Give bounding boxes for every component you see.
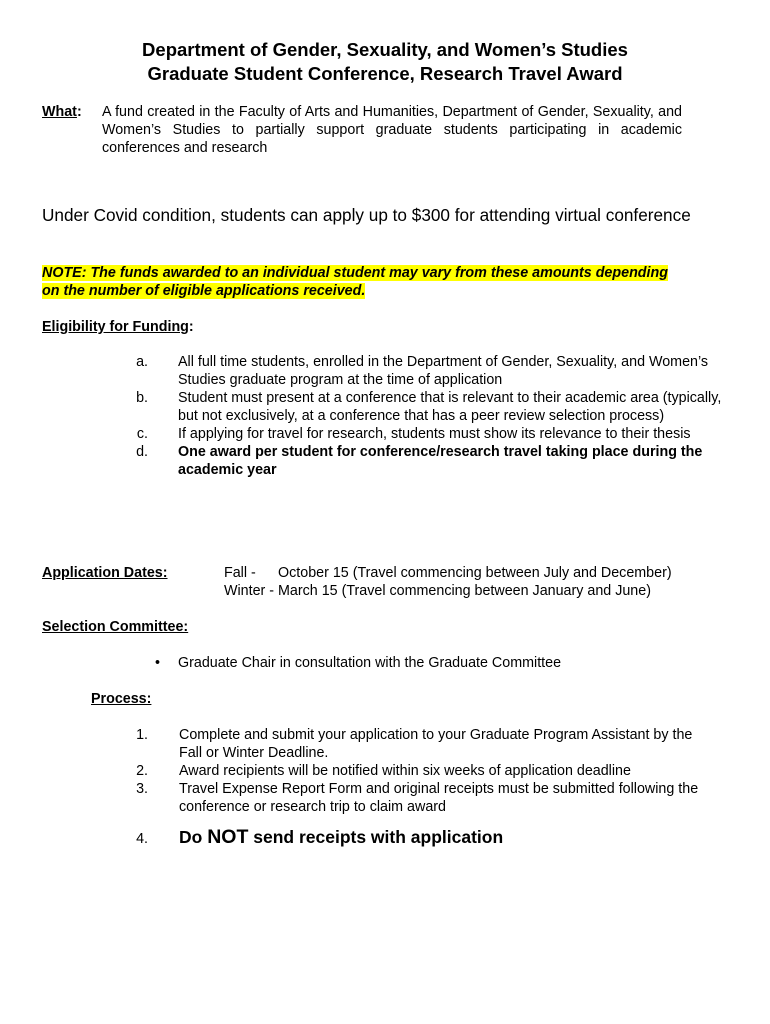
bullet-marker: • [155,655,161,671]
list-item [118,826,718,848]
list-item [118,443,728,479]
list-item-text: If applying for travel for research, students must show its relevance to their thesis [178,426,691,442]
list-item [118,425,728,443]
list-item-text: Award recipients will be notified within six weeks of application deadline [179,763,631,779]
eligibility-list [118,353,728,479]
item4-post: send receipts with application [248,827,504,847]
eligibility-heading [42,318,194,336]
list-item-text: One award per student for conference/research travel taking place during the academic year [178,444,703,478]
document-title [0,38,770,86]
list-item [118,353,728,389]
list-marker: b. [136,390,148,406]
eligibility-heading-text: Eligibility for Funding [42,319,189,335]
list-item-text: All full time students, enrolled in the Department of Gender, Sexuality, and Women’s Studies graduate program at the time of application [178,354,709,388]
selection-committee-text: Graduate Chair in consultation with the Graduate Committee [178,655,562,671]
note-line-1: NOTE: The funds awarded to an individual student may vary from these amounts depending [42,265,668,281]
eligibility-heading-colon: : [188,319,194,335]
list-marker: c. [136,426,148,442]
what-label-colon: : [76,104,82,120]
list-item-text: Travel Expense Report Form and original receipts must be submitted following the conference or research trip to claim award [179,781,699,815]
what-label-text: What [42,104,77,120]
selection-committee-heading: Selection Committee: [42,619,189,635]
list-item [118,762,718,780]
title-line-2: Graduate Student Conference, Research Travel Award [147,63,623,84]
process-heading: Process: [91,691,152,707]
list-item [118,726,718,762]
list-item [118,780,718,816]
list-marker: 1. [136,727,148,743]
list-item-text [179,826,699,848]
title-line-1: Department of Gender, Sexuality, and Women’s Studies [142,39,628,60]
what-description: A fund created in the Faculty of Arts and Humanities, Department of Gender, Sexuality, and Women’s Studies to partially support graduate students participating in academic conferences and research [102,104,682,156]
covid-condition-text: Under Covid condition, students can apply up to $300 for attending virtual conference [42,205,691,225]
list-marker: d. [136,444,148,460]
list-item [118,389,728,425]
list-marker: 4. [136,831,148,847]
list-marker: 3. [136,781,148,797]
selection-committee-item [155,654,561,672]
list-marker: 2. [136,763,148,779]
item4-pre: Do [179,827,208,847]
item4-not: NOT [207,826,249,848]
what-label [42,103,82,121]
list-item-text: Complete and submit your application to your Graduate Program Assistant by the Fall or Winter Deadline. [179,727,693,761]
process-list [118,726,718,848]
application-dates [224,564,672,600]
list-marker: a. [136,354,148,370]
winter-date-row: Winter - March 15 (Travel commencing between January and June) [224,583,651,599]
fall-date-text: October 15 (Travel commencing between July and December) [278,565,672,581]
funding-note [42,264,668,300]
application-dates-heading: Application Dates: [42,565,168,581]
note-line-2: on the number of eligible applications received. [42,283,366,299]
list-item-text: Student must present at a conference that is relevant to their academic area (typically, but not exclusively, at a conference that has a peer review selection process) [178,390,722,424]
fall-term: Fall - [224,565,256,581]
fall-date-row [224,564,672,582]
